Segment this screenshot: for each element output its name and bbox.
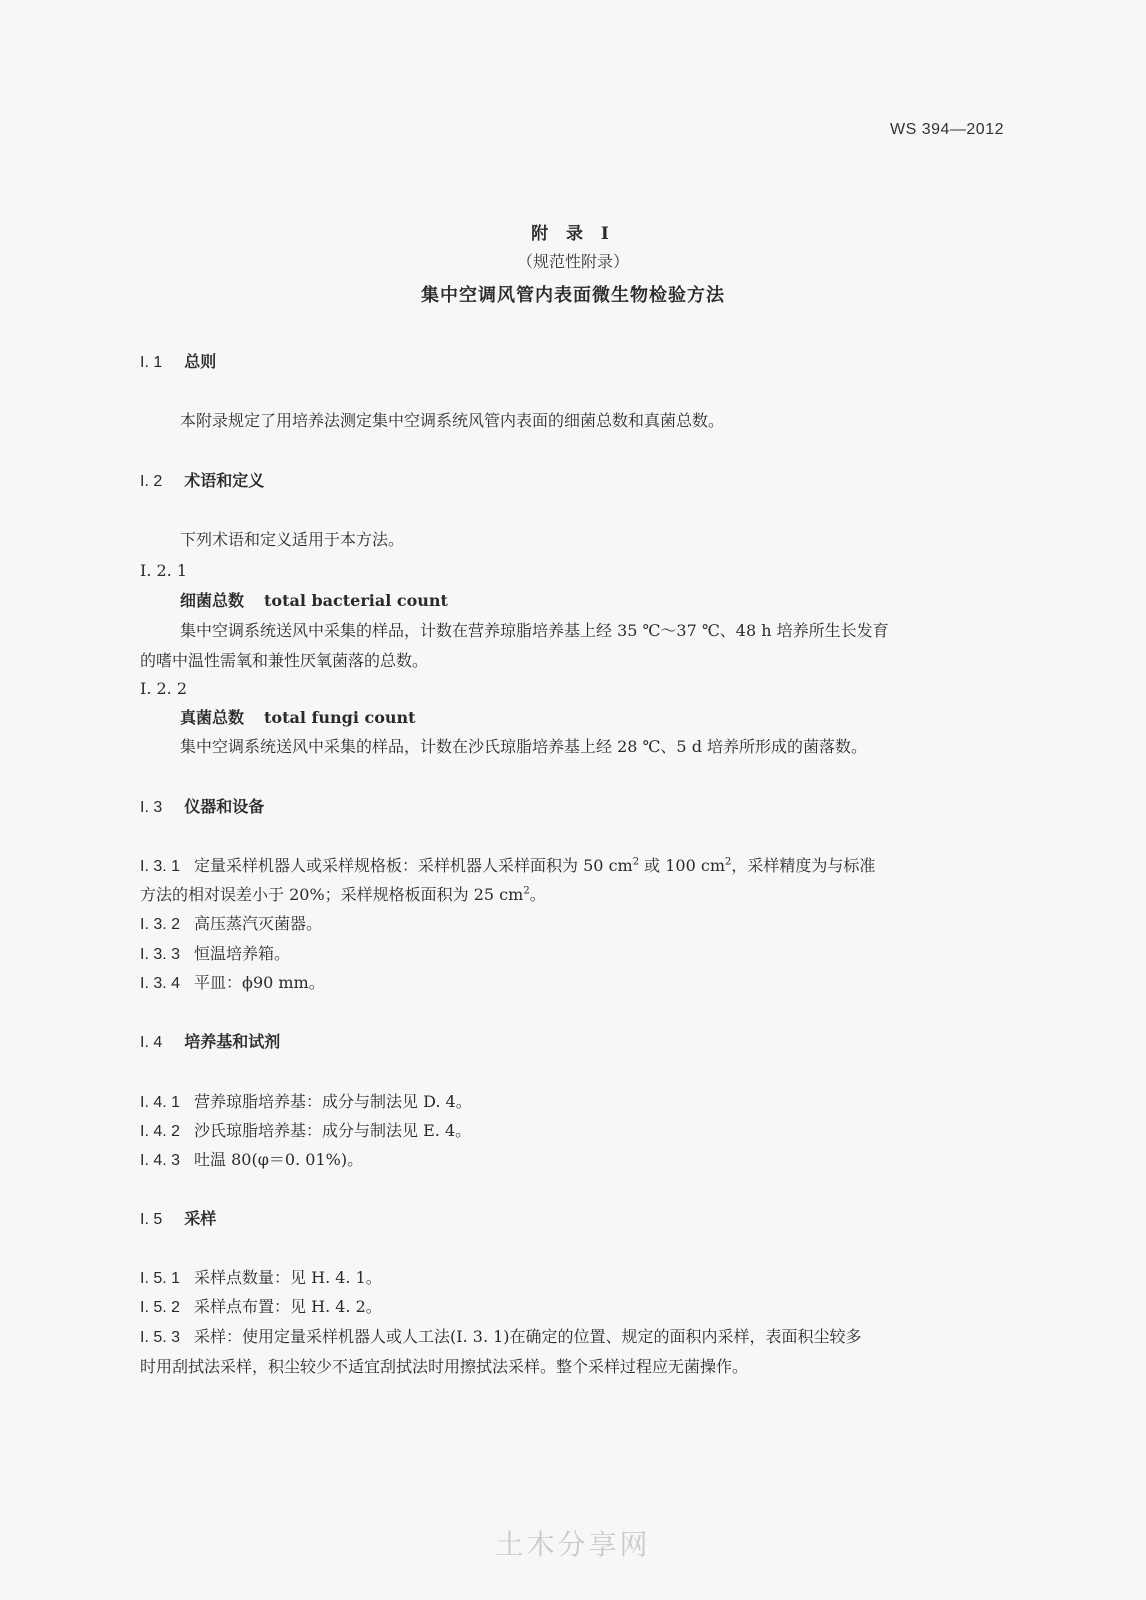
definition-number: I. 2. 1	[140, 561, 188, 580]
clause-number: I. 3. 3	[140, 946, 181, 963]
section-number: I. 2	[140, 473, 163, 490]
term-english: total fungi count	[264, 708, 416, 727]
superscript: 2	[632, 856, 640, 868]
clause-text: 或 100 cm	[639, 856, 726, 875]
clause-3-3	[140, 943, 1010, 966]
clause-number: I. 3. 1	[140, 858, 181, 875]
clause-text: 采样点数量：见 H. 4. 1。	[194, 1268, 382, 1287]
definition-term	[180, 590, 1050, 612]
clause-4-1	[140, 1091, 1010, 1114]
section-title: 培养基和试剂	[184, 1032, 281, 1051]
document-code: WS 394—2012	[889, 121, 1004, 138]
section-heading-3	[140, 796, 1010, 819]
definition-text: 集中空调系统送风中采集的样品，计数在营养琼脂培养基上经 35 ℃～37 ℃、48 h 培养所生长发育	[180, 621, 889, 640]
clause-number: I. 5. 2	[140, 1299, 181, 1316]
definition-text: 集中空调系统送风中采集的样品，计数在沙氏琼脂培养基上经 28 ℃、5 d 培养所形成的菌落数。	[180, 737, 868, 756]
section-number: I. 4	[140, 1034, 163, 1051]
clause-number: I. 4. 1	[140, 1094, 181, 1111]
clause-text: 。	[529, 885, 546, 904]
clause-3-2	[140, 913, 1010, 936]
definition-text-continued: 的嗜中温性需氧和兼性厌氧菌落的总数。	[140, 651, 429, 670]
clause-5-3-continued: 时用刮拭法采样，积尘较少不适宜刮拭法时用擦拭法采样。整个采样过程应无菌操作。	[140, 1357, 749, 1376]
clause-3-1-continued	[140, 884, 1010, 906]
clause-text: ，采样精度为与标准	[731, 856, 876, 875]
section-title: 术语和定义	[184, 471, 265, 490]
clause-text: 平皿：ϕ90 mm。	[194, 973, 325, 992]
clause-number: I. 5. 3	[140, 1329, 181, 1346]
clause-text: 定量采样机器人或采样规格板：采样机器人采样面积为 50 cm	[194, 856, 633, 875]
section-number: I. 1	[140, 354, 163, 371]
term-chinese: 真菌总数	[180, 708, 245, 727]
clause-text: 沙氏琼脂培养基：成分与制法见 E. 4。	[194, 1121, 472, 1140]
definition-number: I. 2. 2	[140, 679, 188, 698]
clause-text: 恒温培养箱。	[194, 944, 291, 963]
watermark: 土木分享网	[495, 1528, 651, 1561]
clause-text: 营养琼脂培养基：成分与制法见 D. 4。	[194, 1092, 472, 1111]
appendix-title: 集中空调风管内表面微生物检验方法	[421, 285, 725, 306]
superscript: 2	[725, 856, 732, 868]
section-title: 仪器和设备	[184, 797, 265, 816]
section-title: 总则	[184, 352, 217, 371]
clause-3-4	[140, 972, 1010, 995]
clause-5-1	[140, 1267, 1010, 1290]
clause-number: I. 5. 1	[140, 1270, 181, 1287]
clause-text: 采样：使用定量采样机器人或人工法(I. 3. 1)在确定的位置、规定的面积内采样，表面积尘较多	[194, 1327, 862, 1346]
clause-5-2	[140, 1296, 1010, 1319]
section-heading-1	[140, 351, 1010, 374]
clause-3-1	[140, 855, 1010, 878]
clause-4-3	[140, 1149, 1010, 1172]
paragraph: 下列术语和定义适用于本方法。	[180, 530, 405, 549]
appendix-type: （规范性附录）	[516, 252, 629, 271]
clause-text: 高压蒸汽灭菌器。	[194, 914, 323, 933]
clause-text: 方法的相对误差小于 20%；采样规格板面积为 25 cm	[140, 885, 524, 904]
clause-text: 采样点布置：见 H. 4. 2。	[194, 1297, 382, 1316]
section-title: 采样	[184, 1209, 217, 1228]
term-chinese: 细菌总数	[180, 591, 245, 610]
clause-number: I. 3. 4	[140, 975, 181, 992]
paragraph: 本附录规定了用培养法测定集中空调系统风管内表面的细菌总数和真菌总数。	[180, 411, 725, 430]
clause-text: 吐温 80(φ＝0. 01%)。	[194, 1150, 364, 1169]
appendix-label: 附 录 I	[531, 224, 615, 244]
section-number: I. 3	[140, 799, 163, 816]
clause-5-3	[140, 1326, 1010, 1349]
section-heading-5	[140, 1208, 1010, 1231]
section-heading-2	[140, 470, 1010, 493]
superscript: 2	[523, 885, 530, 897]
clause-number: I. 4. 2	[140, 1123, 181, 1140]
section-heading-4	[140, 1031, 1010, 1054]
clause-number: I. 4. 3	[140, 1152, 181, 1169]
clause-4-2	[140, 1120, 1010, 1143]
definition-term	[180, 707, 1050, 729]
term-english: total bacterial count	[264, 591, 448, 610]
clause-number: I. 3. 2	[140, 916, 181, 933]
section-number: I. 5	[140, 1211, 163, 1228]
